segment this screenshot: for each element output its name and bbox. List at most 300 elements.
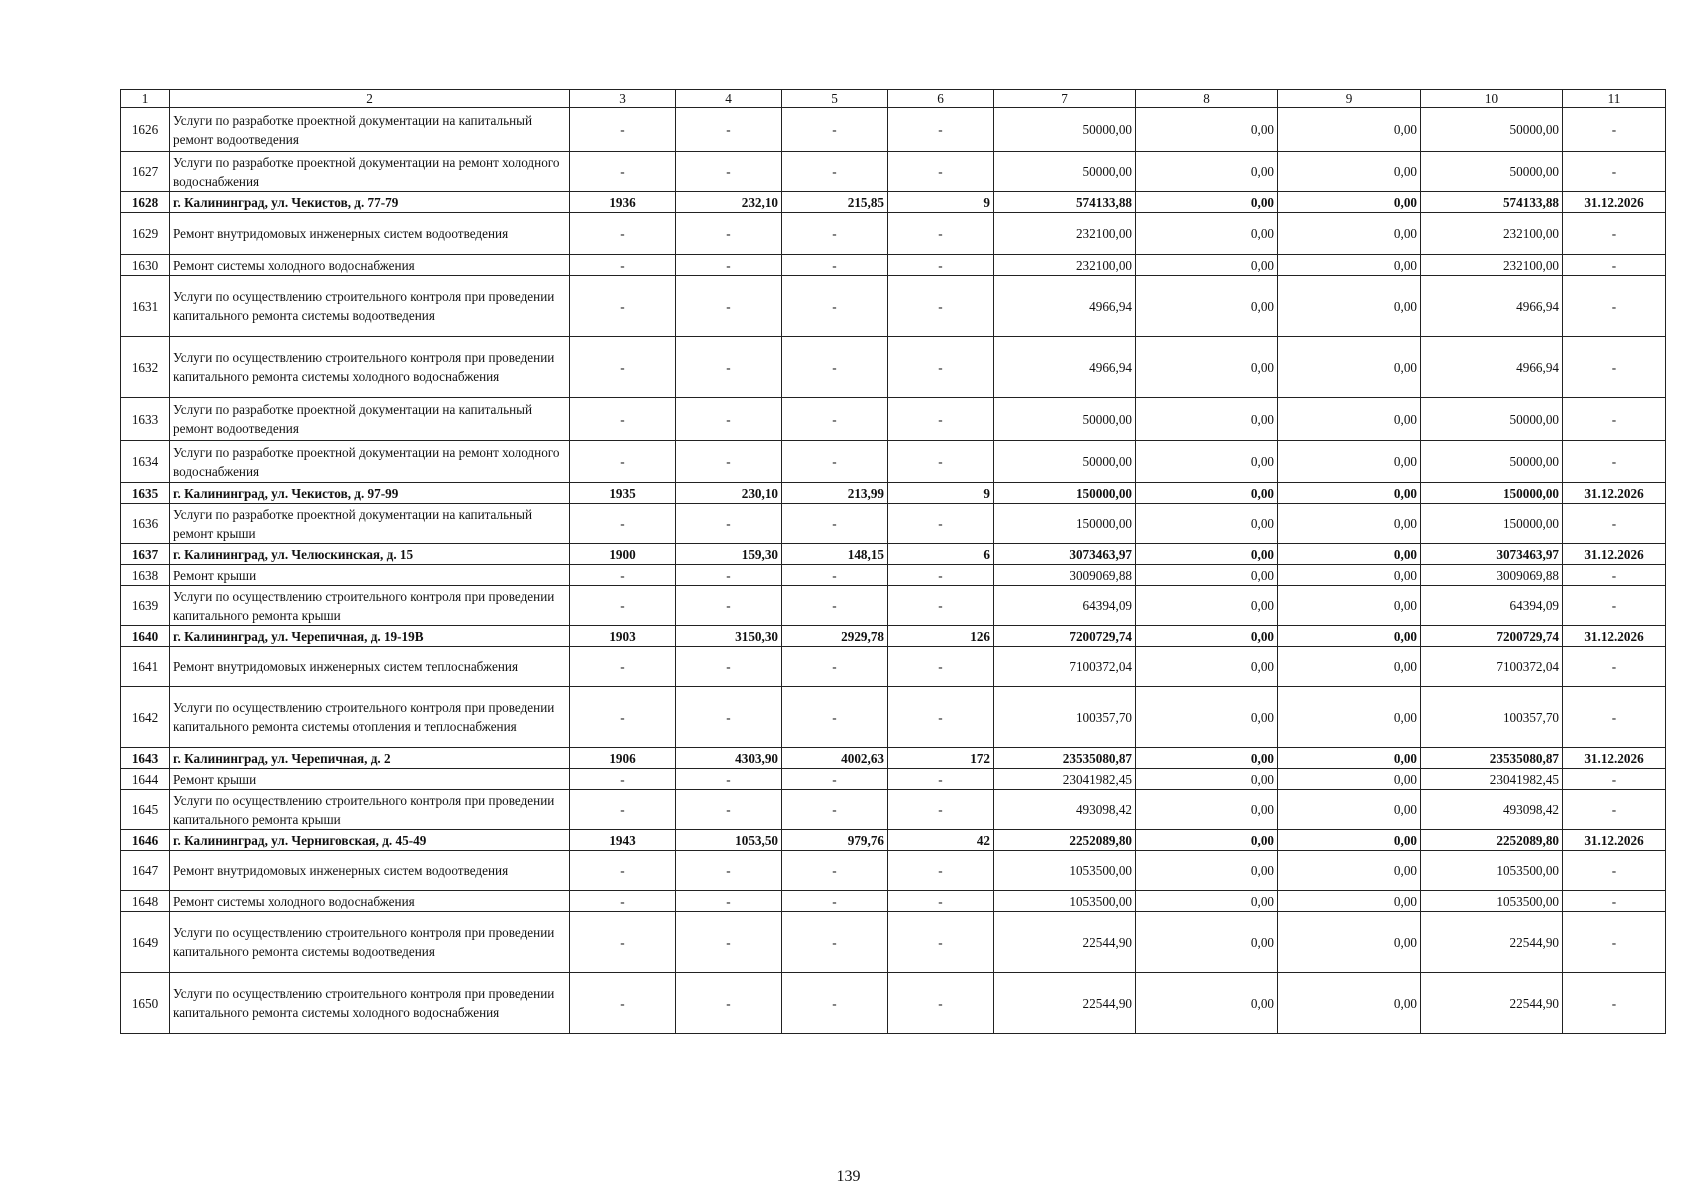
fund-cost-cell: 0,00 xyxy=(1136,912,1278,973)
residents-cell: - xyxy=(888,152,994,192)
row-number-cell: 1639 xyxy=(121,586,170,626)
owner-funds-cell: 150000,00 xyxy=(1421,483,1563,504)
address-row xyxy=(121,483,1666,504)
budget-cost-cell: 0,00 xyxy=(1278,276,1421,337)
budget-cost-cell: 0,00 xyxy=(1278,152,1421,192)
living-area-cell: - xyxy=(782,108,888,152)
year-cell: - xyxy=(570,255,676,276)
work-item-row xyxy=(121,504,1666,544)
description-cell: г. Калининград, ул. Челюскинская, д. 15 xyxy=(170,544,570,565)
total-area-cell: - xyxy=(676,504,782,544)
row-number-cell: 1643 xyxy=(121,748,170,769)
living-area-cell: 4002,63 xyxy=(782,748,888,769)
year-cell: - xyxy=(570,973,676,1034)
row-number-cell: 1632 xyxy=(121,337,170,398)
deadline-cell: - xyxy=(1563,398,1666,441)
deadline-cell: - xyxy=(1563,152,1666,192)
living-area-cell: 215,85 xyxy=(782,192,888,213)
residents-cell: 42 xyxy=(888,830,994,851)
owner-funds-cell: 574133,88 xyxy=(1421,192,1563,213)
living-area-cell: 979,76 xyxy=(782,830,888,851)
row-number-cell: 1631 xyxy=(121,276,170,337)
deadline-cell: - xyxy=(1563,851,1666,891)
description-cell: Ремонт системы холодного водоснабжения xyxy=(170,891,570,912)
row-number-cell: 1637 xyxy=(121,544,170,565)
total-area-cell: - xyxy=(676,586,782,626)
deadline-cell: 31.12.2026 xyxy=(1563,483,1666,504)
owner-funds-cell: 4966,94 xyxy=(1421,337,1563,398)
row-number-cell: 1636 xyxy=(121,504,170,544)
description-cell: Услуги по осуществлению строительного контроля при проведении капитального ремонта крыши xyxy=(170,790,570,830)
budget-cost-cell: 0,00 xyxy=(1278,108,1421,152)
total-cost-cell: 64394,09 xyxy=(994,586,1136,626)
residents-cell: - xyxy=(888,891,994,912)
living-area-cell: 148,15 xyxy=(782,544,888,565)
total-cost-cell: 50000,00 xyxy=(994,441,1136,483)
residents-cell: - xyxy=(888,255,994,276)
year-cell: - xyxy=(570,687,676,748)
deadline-cell: - xyxy=(1563,213,1666,255)
fund-cost-cell: 0,00 xyxy=(1136,337,1278,398)
description-cell: Ремонт внутридомовых инженерных систем водоотведения xyxy=(170,851,570,891)
total-cost-cell: 1053500,00 xyxy=(994,851,1136,891)
row-number-cell: 1628 xyxy=(121,192,170,213)
residents-cell: - xyxy=(888,398,994,441)
owner-funds-cell: 50000,00 xyxy=(1421,152,1563,192)
deadline-cell: 31.12.2026 xyxy=(1563,192,1666,213)
description-cell: г. Калининград, ул. Черепичная, д. 19-19В xyxy=(170,626,570,647)
residents-cell: - xyxy=(888,851,994,891)
owner-funds-cell: 100357,70 xyxy=(1421,687,1563,748)
description-cell: Ремонт внутридомовых инженерных систем водоотведения xyxy=(170,213,570,255)
year-cell: 1936 xyxy=(570,192,676,213)
row-number-cell: 1633 xyxy=(121,398,170,441)
fund-cost-cell: 0,00 xyxy=(1136,483,1278,504)
header-cell-10: 10 xyxy=(1421,90,1563,108)
address-row xyxy=(121,626,1666,647)
page-number: 139 xyxy=(836,1168,861,1185)
header-cell-6: 6 xyxy=(888,90,994,108)
total-area-cell: 1053,50 xyxy=(676,830,782,851)
work-item-row xyxy=(121,565,1666,586)
budget-cost-cell: 0,00 xyxy=(1278,912,1421,973)
residents-cell: 126 xyxy=(888,626,994,647)
owner-funds-cell: 4966,94 xyxy=(1421,276,1563,337)
total-area-cell: - xyxy=(676,769,782,790)
residents-cell: - xyxy=(888,565,994,586)
total-cost-cell: 50000,00 xyxy=(994,398,1136,441)
total-cost-cell: 23041982,45 xyxy=(994,769,1136,790)
year-cell: - xyxy=(570,441,676,483)
year-cell: 1903 xyxy=(570,626,676,647)
year-cell: - xyxy=(570,213,676,255)
row-number-cell: 1641 xyxy=(121,647,170,687)
deadline-cell: - xyxy=(1563,565,1666,586)
residents-cell: - xyxy=(888,276,994,337)
description-cell: Услуги по разработке проектной документации на капитальный ремонт водоотведения xyxy=(170,398,570,441)
fund-cost-cell: 0,00 xyxy=(1136,626,1278,647)
fund-cost-cell: 0,00 xyxy=(1136,398,1278,441)
living-area-cell: - xyxy=(782,398,888,441)
deadline-cell: - xyxy=(1563,108,1666,152)
living-area-cell: - xyxy=(782,255,888,276)
residents-cell: - xyxy=(888,213,994,255)
fund-cost-cell: 0,00 xyxy=(1136,544,1278,565)
deadline-cell: - xyxy=(1563,255,1666,276)
owner-funds-cell: 64394,09 xyxy=(1421,586,1563,626)
row-number-cell: 1644 xyxy=(121,769,170,790)
description-cell: Услуги по разработке проектной документации на капитальный ремонт водоотведения xyxy=(170,108,570,152)
header-cell-2: 2 xyxy=(170,90,570,108)
budget-cost-cell: 0,00 xyxy=(1278,337,1421,398)
description-cell: г. Калининград, ул. Черниговская, д. 45-49 xyxy=(170,830,570,851)
description-cell: Ремонт внутридомовых инженерных систем теплоснабжения xyxy=(170,647,570,687)
total-cost-cell: 100357,70 xyxy=(994,687,1136,748)
total-area-cell: - xyxy=(676,152,782,192)
address-row xyxy=(121,748,1666,769)
total-cost-cell: 22544,90 xyxy=(994,912,1136,973)
row-number-cell: 1638 xyxy=(121,565,170,586)
year-cell: - xyxy=(570,586,676,626)
total-area-cell: 232,10 xyxy=(676,192,782,213)
total-cost-cell: 4966,94 xyxy=(994,276,1136,337)
deadline-cell: - xyxy=(1563,912,1666,973)
description-cell: Ремонт крыши xyxy=(170,769,570,790)
year-cell: 1906 xyxy=(570,748,676,769)
owner-funds-cell: 3073463,97 xyxy=(1421,544,1563,565)
total-cost-cell: 232100,00 xyxy=(994,213,1136,255)
fund-cost-cell: 0,00 xyxy=(1136,851,1278,891)
budget-cost-cell: 0,00 xyxy=(1278,891,1421,912)
address-row xyxy=(121,192,1666,213)
total-area-cell: - xyxy=(676,790,782,830)
owner-funds-cell: 50000,00 xyxy=(1421,108,1563,152)
total-cost-cell: 150000,00 xyxy=(994,483,1136,504)
fund-cost-cell: 0,00 xyxy=(1136,504,1278,544)
work-item-row xyxy=(121,441,1666,483)
total-cost-cell: 574133,88 xyxy=(994,192,1136,213)
total-area-cell: - xyxy=(676,276,782,337)
year-cell: 1943 xyxy=(570,830,676,851)
owner-funds-cell: 493098,42 xyxy=(1421,790,1563,830)
description-cell: Услуги по разработке проектной документации на ремонт холодного водоснабжения xyxy=(170,152,570,192)
deadline-cell: - xyxy=(1563,790,1666,830)
description-cell: г. Калининград, ул. Черепичная, д. 2 xyxy=(170,748,570,769)
fund-cost-cell: 0,00 xyxy=(1136,973,1278,1034)
work-item-row xyxy=(121,213,1666,255)
residents-cell: - xyxy=(888,441,994,483)
work-item-row xyxy=(121,891,1666,912)
total-cost-cell: 50000,00 xyxy=(994,152,1136,192)
total-cost-cell: 7100372,04 xyxy=(994,647,1136,687)
work-item-row xyxy=(121,647,1666,687)
description-cell: Ремонт крыши xyxy=(170,565,570,586)
owner-funds-cell: 23041982,45 xyxy=(1421,769,1563,790)
header-cell-7: 7 xyxy=(994,90,1136,108)
deadline-cell: - xyxy=(1563,973,1666,1034)
work-item-row xyxy=(121,337,1666,398)
work-item-row xyxy=(121,398,1666,441)
deadline-cell: - xyxy=(1563,504,1666,544)
work-item-row xyxy=(121,687,1666,748)
row-number-cell: 1647 xyxy=(121,851,170,891)
header-cell-5: 5 xyxy=(782,90,888,108)
total-area-cell: 3150,30 xyxy=(676,626,782,647)
description-cell: Услуги по осуществлению строительного контроля при проведении капитального ремонта системы холодного водоснабжения xyxy=(170,973,570,1034)
work-item-row xyxy=(121,108,1666,152)
owner-funds-cell: 1053500,00 xyxy=(1421,891,1563,912)
description-cell: Услуги по осуществлению строительного контроля при проведении капитального ремонта системы холодного водоснабжения xyxy=(170,337,570,398)
year-cell: - xyxy=(570,912,676,973)
living-area-cell: - xyxy=(782,790,888,830)
living-area-cell: - xyxy=(782,891,888,912)
owner-funds-cell: 7100372,04 xyxy=(1421,647,1563,687)
total-cost-cell: 22544,90 xyxy=(994,973,1136,1034)
total-area-cell: - xyxy=(676,687,782,748)
budget-cost-cell: 0,00 xyxy=(1278,441,1421,483)
residents-cell: 9 xyxy=(888,192,994,213)
budget-cost-cell: 0,00 xyxy=(1278,647,1421,687)
living-area-cell: - xyxy=(782,441,888,483)
budget-cost-cell: 0,00 xyxy=(1278,769,1421,790)
year-cell: - xyxy=(570,152,676,192)
total-area-cell: - xyxy=(676,255,782,276)
row-number-cell: 1648 xyxy=(121,891,170,912)
living-area-cell: - xyxy=(782,565,888,586)
description-cell: Услуги по осуществлению строительного контроля при проведении капитального ремонта системы водоотведения xyxy=(170,912,570,973)
deadline-cell: - xyxy=(1563,276,1666,337)
column-number-header-row xyxy=(121,90,1666,108)
work-item-row xyxy=(121,973,1666,1034)
budget-cost-cell: 0,00 xyxy=(1278,398,1421,441)
living-area-cell: 2929,78 xyxy=(782,626,888,647)
work-item-row xyxy=(121,790,1666,830)
deadline-cell: - xyxy=(1563,647,1666,687)
total-area-cell: - xyxy=(676,441,782,483)
total-area-cell: - xyxy=(676,647,782,687)
living-area-cell: - xyxy=(782,152,888,192)
fund-cost-cell: 0,00 xyxy=(1136,441,1278,483)
residents-cell: - xyxy=(888,647,994,687)
description-cell: Услуги по разработке проектной документации на ремонт холодного водоснабжения xyxy=(170,441,570,483)
year-cell: - xyxy=(570,337,676,398)
header-cell-3: 3 xyxy=(570,90,676,108)
total-cost-cell: 3073463,97 xyxy=(994,544,1136,565)
year-cell: - xyxy=(570,790,676,830)
budget-cost-cell: 0,00 xyxy=(1278,255,1421,276)
work-item-row xyxy=(121,586,1666,626)
budget-cost-cell: 0,00 xyxy=(1278,830,1421,851)
row-number-cell: 1627 xyxy=(121,152,170,192)
work-item-row xyxy=(121,276,1666,337)
budget-cost-cell: 0,00 xyxy=(1278,483,1421,504)
row-number-cell: 1650 xyxy=(121,973,170,1034)
description-cell: Услуги по осуществлению строительного контроля при проведении капитального ремонта крыши xyxy=(170,586,570,626)
row-number-cell: 1634 xyxy=(121,441,170,483)
living-area-cell: - xyxy=(782,213,888,255)
fund-cost-cell: 0,00 xyxy=(1136,790,1278,830)
work-item-row xyxy=(121,851,1666,891)
total-area-cell: - xyxy=(676,851,782,891)
total-cost-cell: 1053500,00 xyxy=(994,891,1136,912)
living-area-cell: - xyxy=(782,504,888,544)
budget-cost-cell: 0,00 xyxy=(1278,748,1421,769)
living-area-cell: - xyxy=(782,586,888,626)
total-area-cell: - xyxy=(676,108,782,152)
work-item-row xyxy=(121,255,1666,276)
residents-cell: - xyxy=(888,769,994,790)
header-cell-4: 4 xyxy=(676,90,782,108)
living-area-cell: - xyxy=(782,687,888,748)
row-number-cell: 1645 xyxy=(121,790,170,830)
fund-cost-cell: 0,00 xyxy=(1136,152,1278,192)
residents-cell: - xyxy=(888,973,994,1034)
year-cell: 1935 xyxy=(570,483,676,504)
fund-cost-cell: 0,00 xyxy=(1136,192,1278,213)
residents-cell: 6 xyxy=(888,544,994,565)
total-cost-cell: 150000,00 xyxy=(994,504,1136,544)
deadline-cell: 31.12.2026 xyxy=(1563,544,1666,565)
owner-funds-cell: 1053500,00 xyxy=(1421,851,1563,891)
owner-funds-cell: 22544,90 xyxy=(1421,912,1563,973)
living-area-cell: - xyxy=(782,276,888,337)
description-cell: г. Калининград, ул. Чекистов, д. 77-79 xyxy=(170,192,570,213)
deadline-cell: 31.12.2026 xyxy=(1563,830,1666,851)
total-area-cell: - xyxy=(676,565,782,586)
description-cell: Ремонт системы холодного водоснабжения xyxy=(170,255,570,276)
description-cell: Услуги по осуществлению строительного контроля при проведении капитального ремонта системы водоотведения xyxy=(170,276,570,337)
owner-funds-cell: 22544,90 xyxy=(1421,973,1563,1034)
living-area-cell: - xyxy=(782,769,888,790)
budget-cost-cell: 0,00 xyxy=(1278,687,1421,748)
total-cost-cell: 3009069,88 xyxy=(994,565,1136,586)
year-cell: - xyxy=(570,891,676,912)
repair-program-table xyxy=(120,89,1666,1034)
owner-funds-cell: 232100,00 xyxy=(1421,255,1563,276)
residents-cell: - xyxy=(888,912,994,973)
total-area-cell: - xyxy=(676,912,782,973)
living-area-cell: - xyxy=(782,912,888,973)
total-cost-cell: 4966,94 xyxy=(994,337,1136,398)
row-number-cell: 1629 xyxy=(121,213,170,255)
year-cell: - xyxy=(570,108,676,152)
budget-cost-cell: 0,00 xyxy=(1278,192,1421,213)
residents-cell: - xyxy=(888,337,994,398)
header-cell-9: 9 xyxy=(1278,90,1421,108)
year-cell: - xyxy=(570,398,676,441)
address-row xyxy=(121,544,1666,565)
living-area-cell: 213,99 xyxy=(782,483,888,504)
fund-cost-cell: 0,00 xyxy=(1136,891,1278,912)
year-cell: - xyxy=(570,769,676,790)
fund-cost-cell: 0,00 xyxy=(1136,565,1278,586)
description-cell: Услуги по разработке проектной документации на капитальный ремонт крыши xyxy=(170,504,570,544)
total-area-cell: - xyxy=(676,398,782,441)
owner-funds-cell: 232100,00 xyxy=(1421,213,1563,255)
deadline-cell: - xyxy=(1563,441,1666,483)
total-cost-cell: 232100,00 xyxy=(994,255,1136,276)
owner-funds-cell: 23535080,87 xyxy=(1421,748,1563,769)
total-area-cell: - xyxy=(676,337,782,398)
fund-cost-cell: 0,00 xyxy=(1136,108,1278,152)
row-number-cell: 1649 xyxy=(121,912,170,973)
fund-cost-cell: 0,00 xyxy=(1136,586,1278,626)
residents-cell: - xyxy=(888,504,994,544)
fund-cost-cell: 0,00 xyxy=(1136,647,1278,687)
deadline-cell: - xyxy=(1563,769,1666,790)
deadline-cell: - xyxy=(1563,687,1666,748)
row-number-cell: 1642 xyxy=(121,687,170,748)
budget-cost-cell: 0,00 xyxy=(1278,586,1421,626)
fund-cost-cell: 0,00 xyxy=(1136,830,1278,851)
address-row xyxy=(121,830,1666,851)
fund-cost-cell: 0,00 xyxy=(1136,276,1278,337)
owner-funds-cell: 150000,00 xyxy=(1421,504,1563,544)
work-item-row xyxy=(121,912,1666,973)
work-item-row xyxy=(121,769,1666,790)
row-number-cell: 1635 xyxy=(121,483,170,504)
residents-cell: - xyxy=(888,586,994,626)
year-cell: - xyxy=(570,851,676,891)
residents-cell: - xyxy=(888,790,994,830)
budget-cost-cell: 0,00 xyxy=(1278,626,1421,647)
total-area-cell: - xyxy=(676,891,782,912)
total-area-cell: 4303,90 xyxy=(676,748,782,769)
deadline-cell: - xyxy=(1563,891,1666,912)
budget-cost-cell: 0,00 xyxy=(1278,504,1421,544)
header-cell-1: 1 xyxy=(121,90,170,108)
budget-cost-cell: 0,00 xyxy=(1278,565,1421,586)
living-area-cell: - xyxy=(782,337,888,398)
header-cell-8: 8 xyxy=(1136,90,1278,108)
row-number-cell: 1626 xyxy=(121,108,170,152)
budget-cost-cell: 0,00 xyxy=(1278,973,1421,1034)
total-cost-cell: 2252089,80 xyxy=(994,830,1136,851)
year-cell: - xyxy=(570,565,676,586)
living-area-cell: - xyxy=(782,973,888,1034)
deadline-cell: - xyxy=(1563,586,1666,626)
total-area-cell: - xyxy=(676,973,782,1034)
owner-funds-cell: 50000,00 xyxy=(1421,441,1563,483)
deadline-cell: 31.12.2026 xyxy=(1563,626,1666,647)
residents-cell: - xyxy=(888,108,994,152)
row-number-cell: 1640 xyxy=(121,626,170,647)
owner-funds-cell: 3009069,88 xyxy=(1421,565,1563,586)
deadline-cell: 31.12.2026 xyxy=(1563,748,1666,769)
year-cell: 1900 xyxy=(570,544,676,565)
living-area-cell: - xyxy=(782,647,888,687)
year-cell: - xyxy=(570,276,676,337)
description-cell: г. Калининград, ул. Чекистов, д. 97-99 xyxy=(170,483,570,504)
row-number-cell: 1630 xyxy=(121,255,170,276)
total-cost-cell: 493098,42 xyxy=(994,790,1136,830)
residents-cell: 9 xyxy=(888,483,994,504)
fund-cost-cell: 0,00 xyxy=(1136,255,1278,276)
owner-funds-cell: 7200729,74 xyxy=(1421,626,1563,647)
description-cell: Услуги по осуществлению строительного контроля при проведении капитального ремонта системы отопления и теплоснабжения xyxy=(170,687,570,748)
budget-cost-cell: 0,00 xyxy=(1278,544,1421,565)
owner-funds-cell: 50000,00 xyxy=(1421,398,1563,441)
owner-funds-cell: 2252089,80 xyxy=(1421,830,1563,851)
fund-cost-cell: 0,00 xyxy=(1136,748,1278,769)
budget-cost-cell: 0,00 xyxy=(1278,851,1421,891)
residents-cell: 172 xyxy=(888,748,994,769)
total-cost-cell: 7200729,74 xyxy=(994,626,1136,647)
total-area-cell: 230,10 xyxy=(676,483,782,504)
budget-cost-cell: 0,00 xyxy=(1278,790,1421,830)
total-cost-cell: 50000,00 xyxy=(994,108,1136,152)
deadline-cell: - xyxy=(1563,337,1666,398)
